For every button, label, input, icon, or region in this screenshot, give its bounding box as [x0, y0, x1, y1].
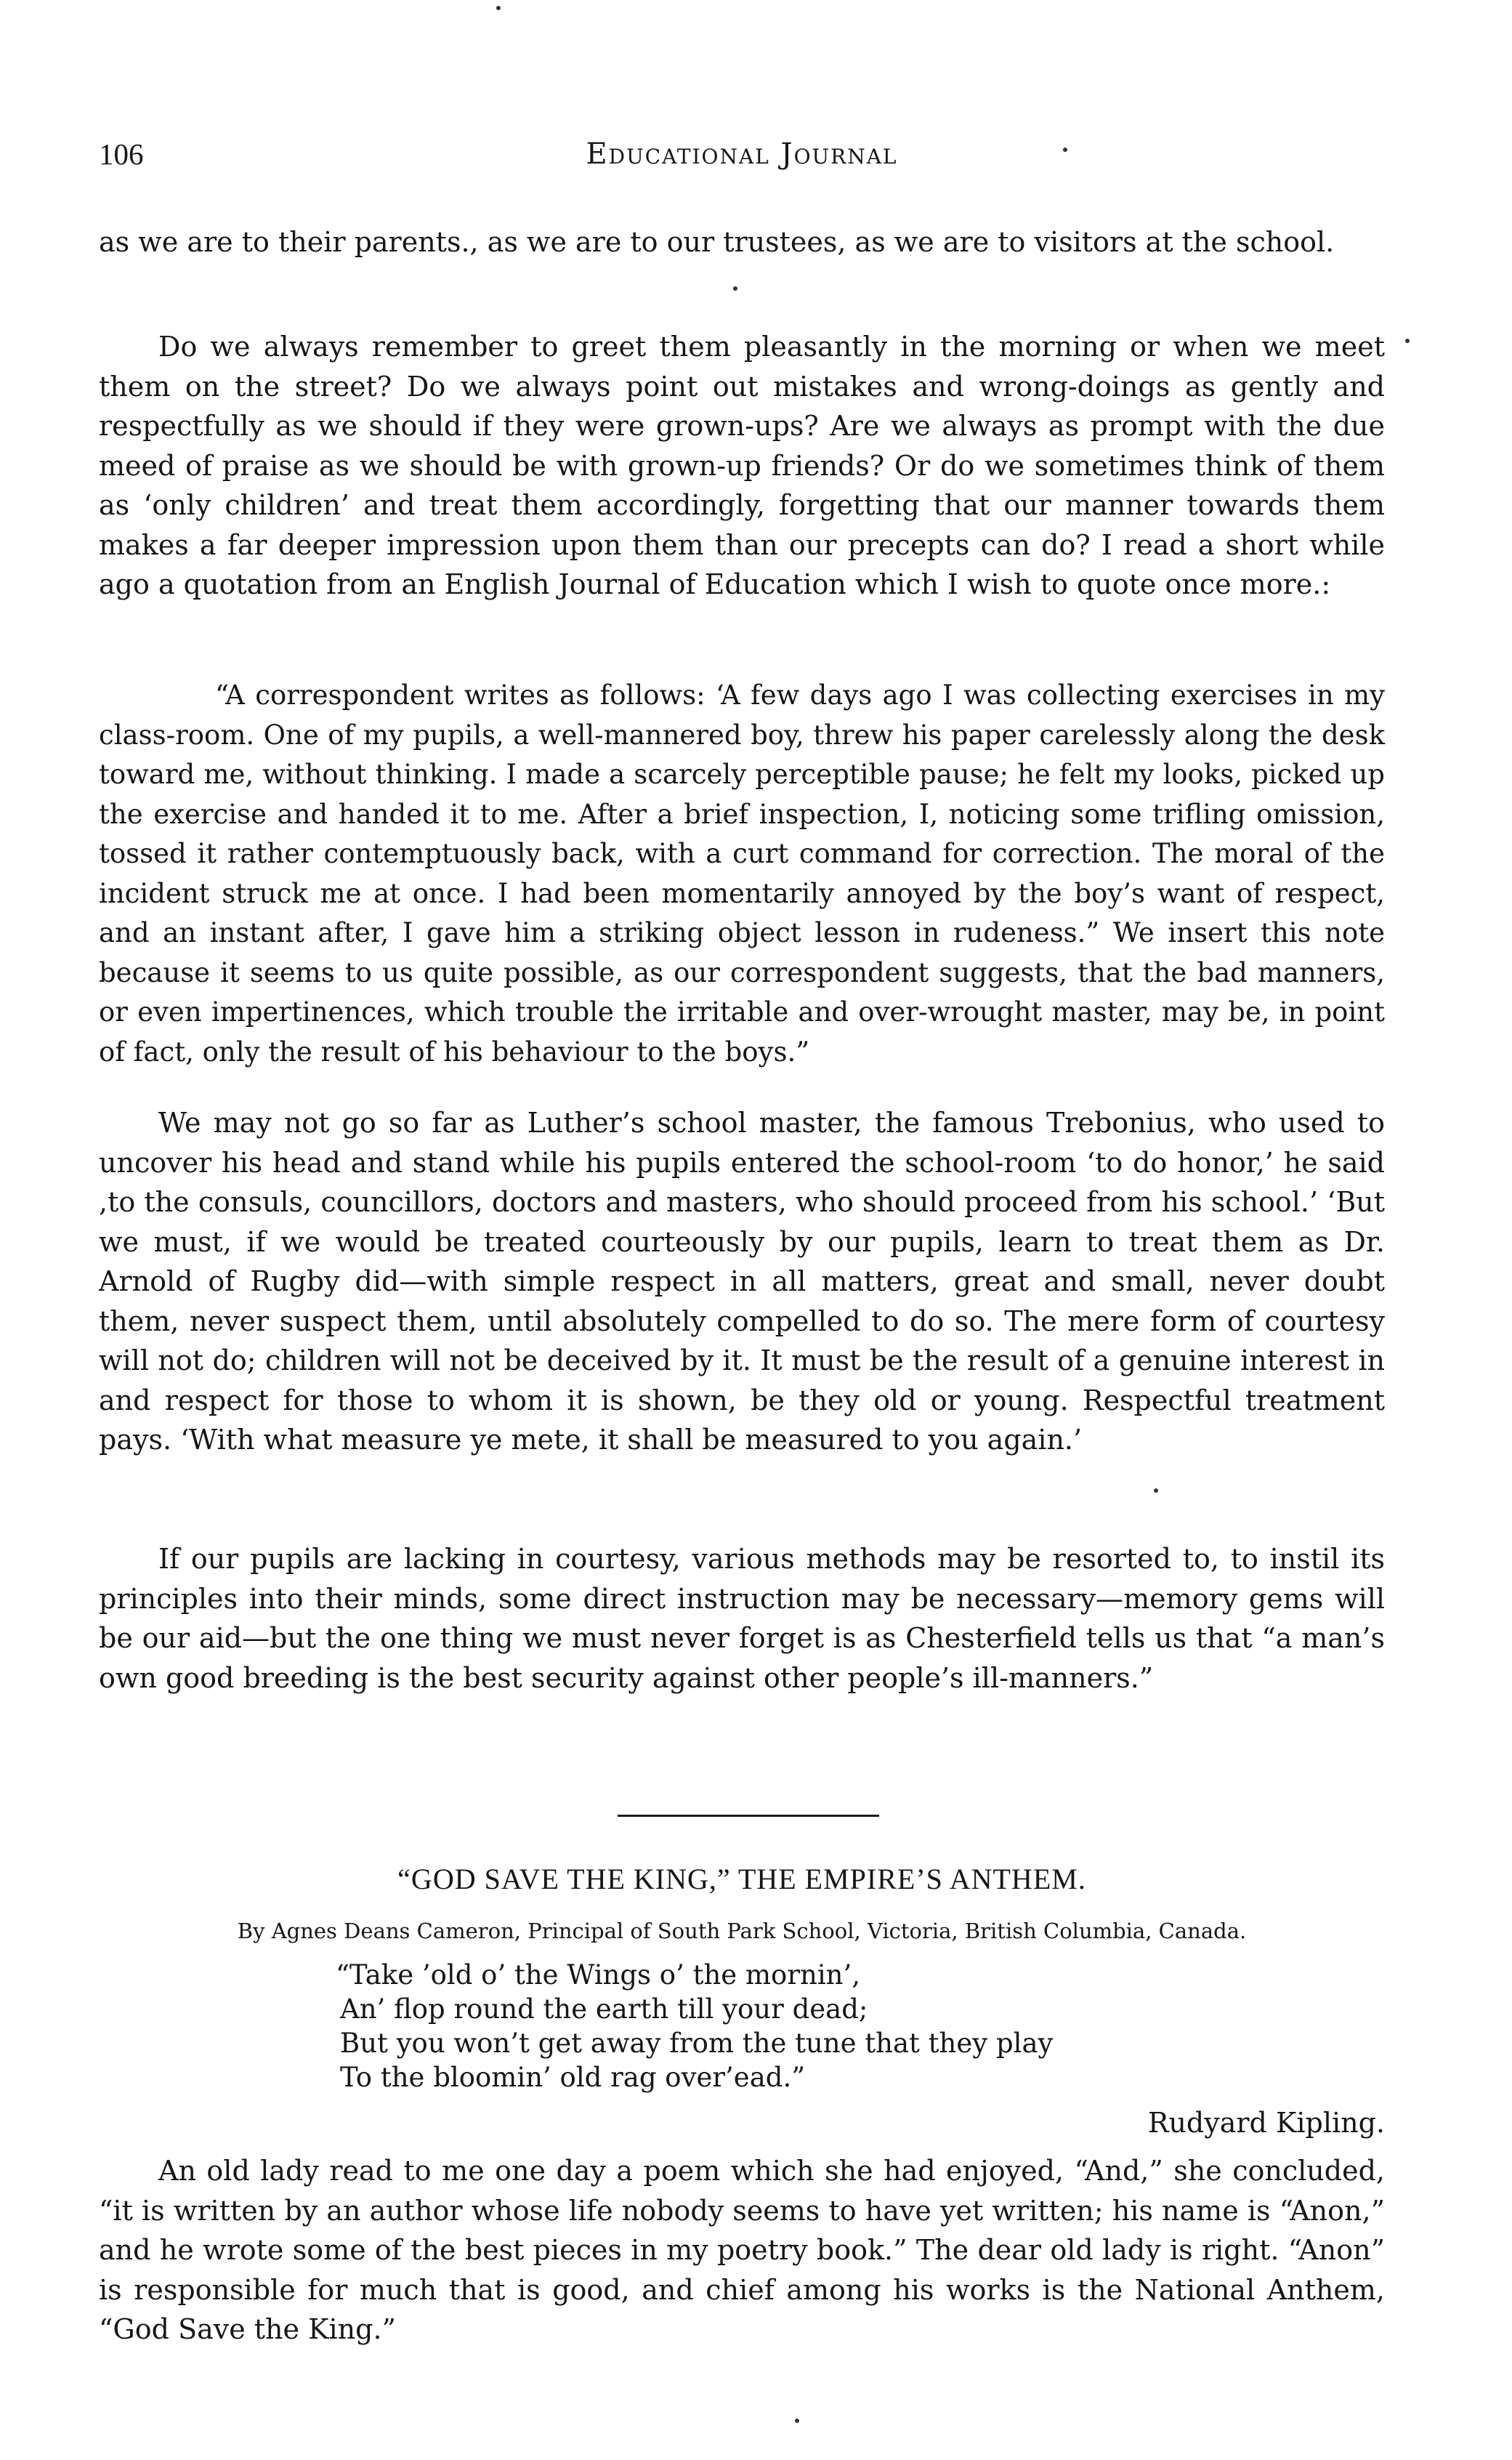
running-head — [99, 132, 1385, 176]
author-byline: By Agnes Deans Cameron, Principal of South Park School, Victoria, British Columbia, Canada. — [237, 1919, 1247, 1943]
courtesy-paragraph: If our pupils are lacking in courtesy, various methods may be resorted to, to instil its principles into their minds, some direct instruction may be necessary—memory gems will be our aid—but the one thing we must never forget is as Chesterfield tells us that “a man’s own good breeding is the best security against other people’s ill-manners.” — [99, 1543, 1385, 1694]
speck-mark — [1063, 148, 1067, 152]
quotation-paragraph-block — [99, 676, 1385, 1072]
greeting-paragraph: Do we always remember to greet them pleasantly in the morning or when we meet them on the street? Do we always point out mistakes and wrong-doings as gently and respectfully as we should if they were grown-ups? Are we always as prompt with the due meed of praise as we should be with grown-up friends? Or do we sometimes think of them as ‘only children’ and treat them accordingly, forgetting that our manner towards them makes a far deeper impression upon them than our precepts can do? I read a short while ago a quotation from an English Journal of Education which I wish to quote once more.: — [99, 331, 1385, 600]
section-title: “GOD SAVE THE KING,” THE EMPIRE’S ANTHEM. — [397, 1863, 1086, 1895]
speck-mark — [795, 2419, 799, 2423]
continuation-paragraph-block — [99, 222, 1385, 262]
epigraph-poem — [336, 1958, 1135, 2094]
page-number: 106 — [99, 137, 144, 171]
courtesy-paragraph-block — [99, 1539, 1385, 1698]
trebonius-paragraph-block — [99, 1103, 1385, 1460]
speck-mark — [1405, 339, 1410, 343]
poem-line: But you won’t get away from the tune that they play — [340, 2028, 1054, 2059]
greeting-paragraph-block — [99, 327, 1385, 605]
speck-mark — [1154, 1488, 1158, 1493]
poem-line: To the bloomin’ old rag over’ead.” — [340, 2062, 806, 2093]
speck-mark — [733, 286, 737, 291]
anthem-paragraph-block — [99, 2151, 1385, 2350]
anthem-paragraph: An old lady read to me one day a poem which she had enjoyed, “And,” she concluded, “it is written by an author whose life nobody seems to have yet written; his name is “Anon,” and he wrote some of the best pieces in my poetry book.” The dear old lady is right. “Anon” is responsible for much that is good, and chief among his works is the National Anthem, “God Save the King.” — [99, 2155, 1385, 2345]
quotation-paragraph: “A correspondent writes as follows: ‘A few days ago I was collecting exercises in my class-room. One of my pupils, a well-mannered boy, threw his paper carelessly along the desk toward me, without thinking. I made a scarcely perceptible pause; he felt my looks, picked up the exercise and handed it to me. After a brief inspection, I, noticing some trifling omission, tossed it rather contemptuously back, with a curt command for correction. The moral of the incident struck me at once. I had been momentarily annoyed by the boy’s want of respect, and an instant after, I gave him a striking object lesson in rudeness.” We insert this note because it seems to us quite possible, as our correspondent suggests, that the bad manners, or even impertinences, which trouble the irritable and over-wrought master, may be, in point of fact, only the result of his behaviour to the boys.” — [99, 679, 1385, 1068]
poem-line: An’ flop round the earth till your dead; — [340, 1993, 868, 2025]
speck-mark — [496, 6, 501, 10]
continuation-paragraph: as we are to their parents., as we are to our trustees, as we are to visitors at the school. — [99, 226, 1335, 258]
trebonius-paragraph: We may not go so far as Luther’s school master, the famous Trebonius, who used to uncover his head and stand while his pupils entered the school-room ‘to do honor,’ he said ,to the consuls, councillors, doctors and masters, who should proceed from his school.’ ‘But we must, if we would be treated courteously by our pupils, learn to treat them as Dr. Arnold of Rugby did—with simple respect in all matters, great and small, never doubt them, never suspect them, until absolutely compelled to do so. The mere form of courtesy will not do; children will not be deceived by it. It must be the result of a genuine interest in and respect for those to whom it is shown, be they old or young. Respectful treatment pays. ‘With what measure ye mete, it shall be measured to you again.’ — [99, 1107, 1385, 1456]
journal-title: Educational Journal — [586, 137, 898, 171]
section-divider — [618, 1815, 879, 1817]
poem-line: “Take ’old o’ the Wings o’ the mornin’, — [336, 1959, 861, 1991]
poem-attribution: Rudyard Kipling. — [1147, 2107, 1385, 2139]
